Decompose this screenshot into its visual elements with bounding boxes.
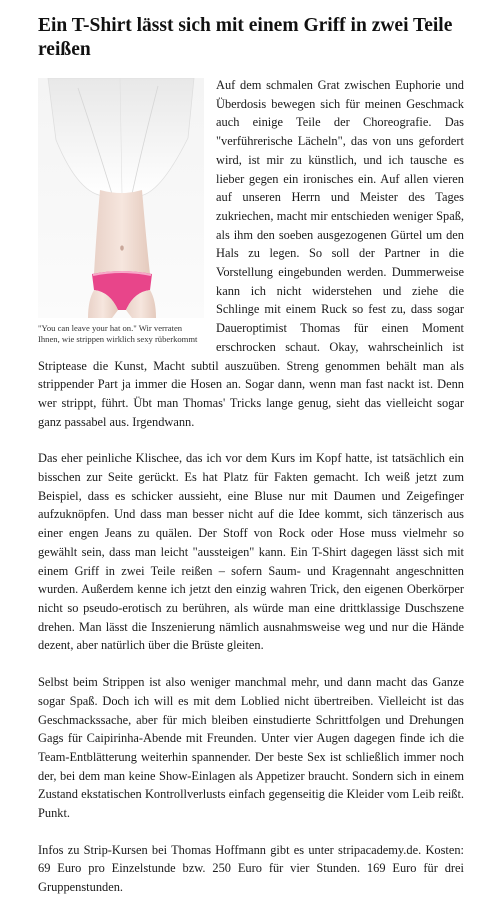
- article-paragraph-2: Das eher peinliche Klischee, das ich vor dem Kurs im Kopf hatte, ist tatsächlich ein bisschen zur Seite gerückt. Es hat Platz für Fakten gemacht. Ich weiß jetzt zum Beispiel, dass es schicker aussieht, eine Bluse nur mit Daumen und Zeigefinger aufzuknöpfen. Und dass man besser nicht auf die Idee kommt, sich tänzerisch aus einer engen Jeans zu quälen. Der Stoff von Rock oder Hose muss vielmehr so gewählt sein, dass man leicht "aussteigen" kann. Ein T-Shirt dagegen lässt sich mit einem Griff in zwei Teile reißen – sofern Saum- und Kragennaht angeschnitten wurden. Außerdem kenne ich jetzt den einzig wahren Trick, den eigenen Oberkörper nicht so pseudo-erotisch zu berühren, als würde man eine drittklassige Duschszene drehen. Man lässt die Inszenierung nämlich ausnahmsweise weg und nur die Hände dezent, aber natürlich über die Brüste gleiten.: [38, 451, 464, 653]
- article-headline: Ein T-Shirt lässt sich mit einem Griff in zwei Teile reißen: [38, 15, 453, 60]
- article-paragraph-3: Selbst beim Strippen ist also weniger manchmal mehr, und dann macht das Ganze sogar Spaß. Doch ich will es mit dem Loblied nicht übertreiben. Vielleicht ist das Geschmackssache, aber für mich bleiben einstudierte Schrittfolgen und Drehungen Gags für Caipirinha-Abende mit Freunden. Unter vier Augen dagegen finde ich die Team-Entblätterung weiterhin spannender. Der beste Sex ist schließlich immer noch der, bei dem man keine Show-Einlagen als Appetizer braucht. Sondern sich in einem Zustand ekstatischen Kontrollverlusts einfach gegenseitig die Kleider vom Leib reißt. Punkt.: [38, 675, 464, 821]
- article-paragraph-4: Infos zu Strip-Kursen bei Thomas Hoffmann gibt es unter stripacademy.de. Kosten: 69 Euro pro Einzelstunde bzw. 250 Euro für vier Stunden. 169 Euro für drei Gruppenstunden.: [38, 842, 464, 895]
- article-photo: [38, 78, 204, 318]
- article-figure: [38, 78, 204, 345]
- image-caption: "You can leave your hat on." Wir verraten Ihnen, wie strippen wirklich sexy rüberkommt: [38, 323, 198, 344]
- article: [38, 14, 464, 915]
- article-paragraph-1: Auf dem schmalen Grat zwischen Euphorie und Überdosis bewegen sich für meinen Geschmack auch einige Teile der Choreografie. Das "verführerische Lächeln", das von uns gefordert wird, ist mir zu künstlich, und ich tausche es lieber gegen ein ironisches ein. Auf allen vieren auf unseren Herrn und Meister des Tages zukriechen, macht mir entschieden weniger Spaß, als ihm den soeben ausgezogenen Gürtel um den Hals zu legen. So soll der Partner in die Vorstellung eingebunden werden. Dummerweise kann ich nicht widerstehen und ziehe die Schlinge mit einem Ruck so fest zu, dass sogar Daueroptimist Thomas für einen Moment erschrocken schaut. Okay, wahrscheinlich ist Striptease die Kunst, Macht subtil auszuüben. Streng genommen behält man als strippender Part ja immer die Hosen an. Sogar dann, wenn man fast nackt ist. Denn wer strippt, führt. Übt man Thomas' Tricks lange genug, sieht das vielleicht sogar ganz passabel aus. Irgendwann.: [38, 78, 464, 429]
